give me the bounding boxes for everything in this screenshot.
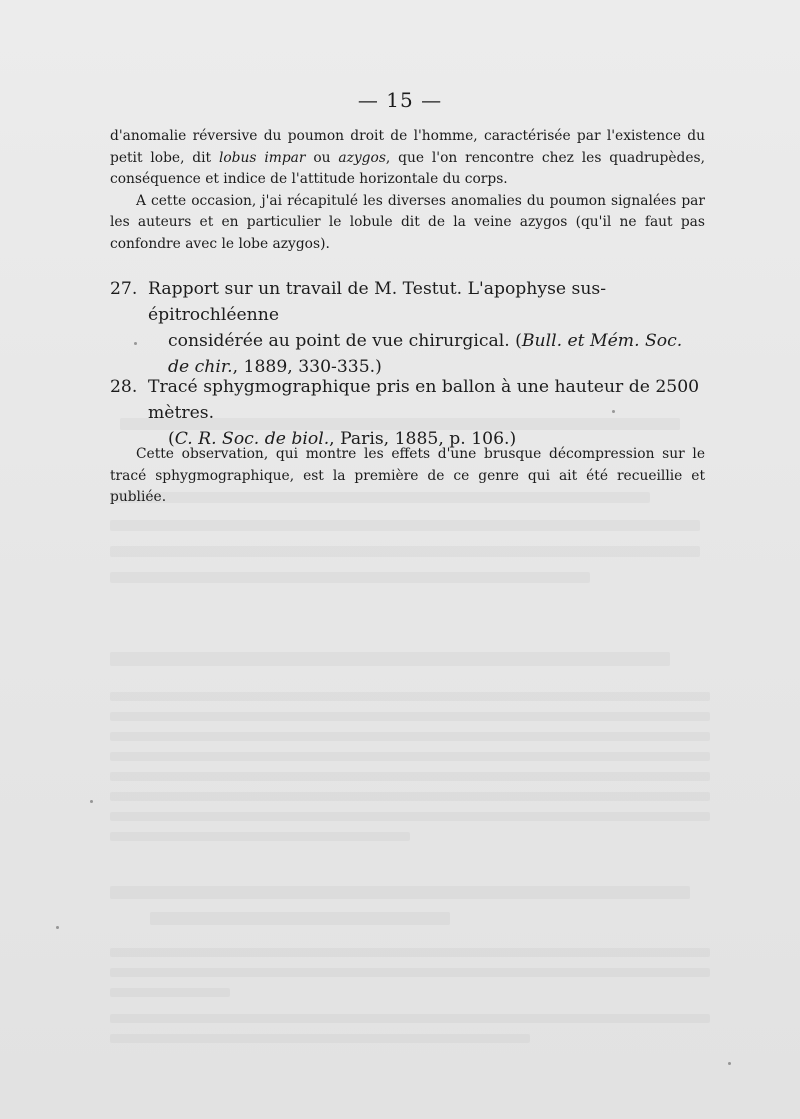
continuation-paragraph-1 — [110, 126, 705, 191]
paragraph-text: ou — [305, 149, 339, 166]
bleed-through-line — [110, 652, 670, 666]
bibliography-entry-28 — [110, 374, 705, 452]
entry-reference — [148, 328, 705, 380]
continuation-text — [110, 126, 705, 255]
ink-speck — [90, 800, 93, 803]
entry-title — [148, 374, 705, 452]
entry-title-line: ( — [168, 429, 175, 449]
bleed-through-line — [110, 832, 410, 841]
bleed-through-line — [110, 988, 230, 997]
bleed-through-line — [110, 772, 710, 781]
entry-28-description — [110, 444, 705, 509]
entry-number: 28. — [110, 377, 138, 397]
journal-name: C. R. Soc. de biol. — [174, 429, 330, 449]
bleed-through-line — [110, 1034, 530, 1043]
bleed-through-line — [110, 968, 710, 977]
bleed-through-line — [110, 812, 710, 821]
journal-name: Bull. et Mém. Soc. de chir. — [168, 331, 683, 377]
bleed-through-line — [110, 732, 710, 741]
bleed-through-line — [110, 792, 710, 801]
latin-term: azygos — [338, 149, 386, 166]
bleed-through-line — [110, 886, 690, 899]
bleed-through-line — [110, 546, 700, 557]
paragraph-text: , que l'on rencontre chez les quadrupèdes, conséquence et indice de l'attitude horizontale du corps. — [110, 149, 705, 187]
bleed-through-line — [110, 1014, 710, 1023]
ink-speck — [728, 1062, 731, 1065]
bleed-through-line — [110, 712, 710, 721]
bleed-through-line — [110, 948, 710, 957]
entry-number: 27. — [110, 279, 138, 299]
entry-title-line: Rapport sur un travail de M. Testut. L'apophyse sus-épitrochléenne — [148, 279, 607, 325]
entry-title — [148, 276, 705, 380]
description-paragraph: Cette observation, qui montre les effets d'une brusque décompression sur le tracé sphygmographique, est la première de ce genre qui ait été recueillie et publiée. — [110, 446, 705, 505]
bleed-through-line — [110, 572, 590, 583]
ink-speck — [56, 926, 59, 929]
citation-details: , 1889, 330-335.) — [232, 357, 382, 377]
page-number: — 15 — — [357, 88, 443, 112]
bleed-through-line — [110, 752, 710, 761]
continuation-paragraph-2: A cette occasion, j'ai récapitulé les diverses anomalies du poumon signalées par les auteurs et en particulier le lobule dit de la veine azygos (qu'il ne faut pas confondre avec le lobe azygos). — [110, 192, 705, 252]
latin-term: lobus impar — [218, 149, 306, 166]
bibliography-entry-27 — [110, 276, 705, 380]
paragraph-text: d'anomalie réversive du poumon droit de l'homme, caractérisée par l'existence du petit lobe, dit — [110, 128, 705, 166]
entry-title-line: considérée au point de vue chirurgical. ( — [168, 331, 522, 351]
bleed-through-line — [110, 692, 710, 701]
citation-details: , Paris, 1885, p. 106.) — [329, 429, 517, 449]
entry-title-line: Tracé sphygmographique pris en ballon à une hauteur de 2500 mètres. — [148, 377, 700, 423]
bleed-through-line — [110, 520, 700, 531]
bleed-through-line — [150, 912, 450, 925]
